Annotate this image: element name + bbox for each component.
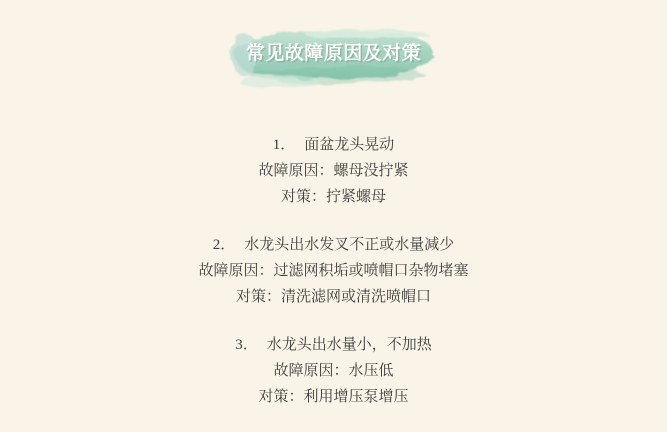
fault-title	[0, 132, 667, 158]
fault-list	[0, 132, 667, 432]
fault-section-1	[0, 132, 667, 210]
fault-title-text: 水龙头出水发叉不正或水量减少	[244, 237, 455, 253]
fault-cause: 故障原因：螺母没拧紧	[258, 163, 409, 179]
fault-number: 1．	[272, 137, 296, 153]
fault-solution: 对策：利用增压泵增压	[258, 389, 409, 405]
fault-title-text: 面盆龙头晃动	[304, 137, 395, 153]
fault-solution: 对策：拧紧螺母	[280, 189, 386, 205]
fault-title-text: 水龙头出水量小，不加热	[266, 337, 432, 353]
fault-cause: 故障原因：水压低	[273, 363, 394, 379]
fault-section-3	[0, 332, 667, 410]
fault-solution: 对策：清洗滤网或清洗喷帽口	[235, 289, 431, 305]
fault-number: 3．	[235, 337, 258, 353]
page-title: 常见故障原因及对策	[245, 42, 422, 64]
title-badge	[219, 27, 449, 89]
fault-title	[0, 332, 667, 358]
fault-number: 2．	[212, 237, 236, 253]
fault-title	[0, 232, 667, 258]
fault-cause: 故障原因：过滤网积垢或喷帽口杂物堵塞	[198, 263, 469, 279]
fault-section-2	[0, 232, 667, 310]
